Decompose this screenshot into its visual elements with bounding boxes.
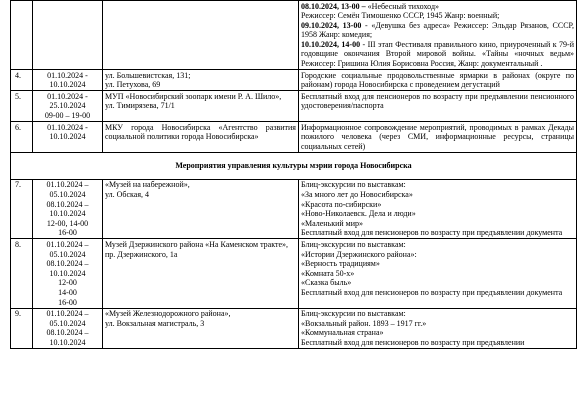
row-number: 9. — [11, 308, 33, 348]
row-number: 8. — [11, 239, 33, 308]
description-line — [301, 259, 574, 269]
dates-cell — [33, 70, 103, 91]
description-line — [301, 2, 574, 12]
dates-cell — [33, 1, 103, 70]
description-text: «Красота по-сибирски» — [301, 199, 382, 209]
description-line — [301, 123, 574, 152]
venue-line: Музей Дзержинского района «На Каменском тракте», — [105, 239, 289, 249]
venue-line: «Музей Железнодорожного района», — [105, 309, 231, 319]
dates-cell — [33, 179, 103, 239]
row-number: 7. — [11, 179, 33, 239]
dates-cell — [33, 91, 103, 122]
row-number — [11, 1, 33, 70]
venue-cell — [103, 91, 299, 122]
description-line — [301, 180, 574, 190]
description-line — [301, 319, 574, 329]
venue-cell — [103, 308, 299, 348]
description-text: Бесплатный вход для пенсионеров по возрасту при предъявлении пенсионного удостоверения/паспорта — [301, 91, 574, 111]
description-text: - III этап Фестиваля правильного кино, приуроченный к 79-й годовщине окончания Второй мировой войны. «Тайны «ночных ведьм» Режиссер: Гришина Юлия Борисовна Россия, Жанр: документальный . — [301, 39, 574, 69]
description-line — [301, 240, 574, 250]
venue-line: ул. Обская, 4 — [105, 190, 150, 199]
description-text: Бесплатный вход для пенсионеров по возрасту при предъявлении документа — [301, 287, 563, 297]
row-number: 4. — [11, 70, 33, 91]
description-line — [301, 219, 574, 229]
date-line: 10.10.2024 — [49, 337, 86, 347]
events-table-body — [11, 1, 577, 349]
description-text: «За много лет до Новосибирска» — [301, 190, 413, 199]
description-line — [301, 250, 574, 260]
date-line: 10.10.2024 — [49, 80, 86, 90]
description-cell — [299, 179, 577, 239]
description-text: «Верность традициям» — [301, 259, 380, 269]
row-number: 6. — [11, 122, 33, 153]
date-time-highlight: 09.10.2024, 13-00 — [301, 20, 362, 30]
description-line — [301, 328, 574, 338]
section-title: Мероприятия управления культуры мэрии города Новосибирска — [11, 152, 577, 179]
description-line — [301, 200, 574, 210]
description-cell — [299, 122, 577, 153]
date-line: 25.10.2024 — [49, 101, 86, 111]
date-line: 05.10.2024 — [49, 318, 86, 328]
date-line: 10.10.2024 — [49, 209, 86, 219]
date-line: 01.10.2024 – — [46, 309, 89, 319]
date-line: 08.10.2024 – — [46, 328, 89, 338]
description-text: «Небесный тихоход» — [365, 1, 440, 11]
description-line — [301, 21, 574, 40]
table-row — [11, 91, 577, 122]
date-line: 01.10.2024 – — [46, 180, 89, 190]
date-time-highlight: 10.10.2024, 14-00 — [301, 39, 361, 49]
venue-line: ул. Тимирязева, 71/1 — [105, 101, 175, 111]
date-line: 05.10.2024 — [49, 190, 86, 199]
description-cell — [299, 70, 577, 91]
description-text: Режиссер: Семён Тимошенко СССР, 1945 Жанр: военный; — [301, 11, 500, 21]
description-text: «Ново-Николаевск. Дела и люди» — [301, 209, 416, 219]
date-line: 01.10.2024 - — [47, 70, 88, 80]
description-text: Блиц-экскурсии по выставкам: — [301, 239, 406, 249]
description-cell — [299, 91, 577, 122]
venue-cell — [103, 70, 299, 91]
events-table — [10, 0, 577, 349]
venue-cell — [103, 239, 299, 308]
description-cell — [299, 308, 577, 348]
description-text: Городские социальные продовольственные ярмарки в районах (округе по районам) города Новосибирска с проведением дегустаций — [301, 70, 574, 90]
table-row — [11, 239, 577, 308]
venue-line: пр. Дзержинского, 1а — [105, 249, 178, 259]
description-line — [301, 209, 574, 219]
dates-cell — [33, 122, 103, 153]
date-time-highlight: 08.10.2024, 13-00 – — [301, 1, 366, 11]
venue-line: «Музей на набережной», — [105, 180, 190, 190]
description-text: Информационное сопровождение мероприятий, проводимых в рамках Декады пожилого человека (через СМИ, информационные ресурсы, страницы социальных сетей) — [301, 122, 574, 151]
date-line: 01.10.2024 - — [47, 122, 88, 132]
dates-cell — [33, 239, 103, 308]
date-line: 05.10.2024 — [49, 249, 86, 259]
description-line — [301, 190, 574, 200]
description-line — [301, 278, 574, 288]
description-text: Блиц-экскурсии по выставкам: — [301, 309, 406, 319]
description-line — [301, 228, 574, 238]
description-text: - «Девушка без адреса» Режиссер: Эльдар Рязанов, СССР, 1958 Жанр: комедия; — [301, 20, 574, 40]
description-line — [301, 40, 574, 69]
description-line — [301, 288, 574, 298]
venue-line: МКУ города Новосибирска «Агентство развития социальной политики города Новосибирска» — [105, 122, 296, 142]
date-line: 14-00 — [58, 287, 77, 297]
venue-line: ул. Вокзальная магистраль, 3 — [105, 318, 205, 328]
description-cell — [299, 239, 577, 308]
date-line: 01.10.2024 – — [46, 239, 89, 249]
description-text: «Маленький мир» — [301, 218, 363, 228]
venue-line: ул. Петухова, 69 — [105, 80, 161, 90]
date-line: 10.10.2024 — [49, 268, 86, 278]
date-line: 09-00 – 19-00 — [44, 111, 91, 121]
venue-line: МУП «Новосибирский зоопарк имени Р. А. Шило», — [105, 91, 282, 101]
venue-cell — [103, 122, 299, 153]
date-line: 12-00, 14-00 — [46, 218, 89, 228]
date-line: 16-00 — [58, 228, 77, 238]
date-line: 10.10.2024 — [49, 132, 86, 142]
venue-cell — [103, 179, 299, 239]
date-line: 08.10.2024 – — [46, 259, 89, 269]
description-line — [301, 92, 574, 111]
description-text: Бесплатный вход для пенсионеров по возрасту при предъявлении документа — [301, 228, 563, 238]
date-line: 08.10.2024 – — [46, 199, 89, 209]
table-row — [11, 122, 577, 153]
description-cell — [299, 1, 577, 70]
description-text: «Сказка быль» — [301, 278, 352, 288]
date-line: 16-00 — [58, 297, 77, 307]
description-line — [301, 11, 574, 21]
description-text: Бесплатный вход для пенсионеров по возрасту при предъявлении — [301, 337, 525, 347]
venue-cell — [103, 1, 299, 70]
dates-cell — [33, 308, 103, 348]
description-text: «Коммунальная страна» — [301, 328, 384, 338]
date-line: 12-00 — [58, 278, 77, 288]
row-number: 5. — [11, 91, 33, 122]
description-text: Блиц-экскурсии по выставкам: — [301, 180, 406, 190]
description-text: «Истории Дзержинского района»: — [301, 249, 417, 259]
venue-line: ул. Большевистская, 131; — [105, 70, 191, 80]
section-header-row — [11, 152, 577, 179]
date-line: 01.10.2024 - — [47, 91, 88, 101]
description-text: «Вокзальный район. 1893 – 1917 гг.» — [301, 318, 427, 328]
table-row — [11, 179, 577, 239]
description-line — [301, 71, 574, 90]
table-row — [11, 308, 577, 348]
description-line — [301, 338, 574, 348]
description-line — [301, 269, 574, 279]
description-line — [301, 309, 574, 319]
description-text: «Комната 50-х» — [301, 268, 355, 278]
table-row — [11, 70, 577, 91]
table-row — [11, 1, 577, 70]
